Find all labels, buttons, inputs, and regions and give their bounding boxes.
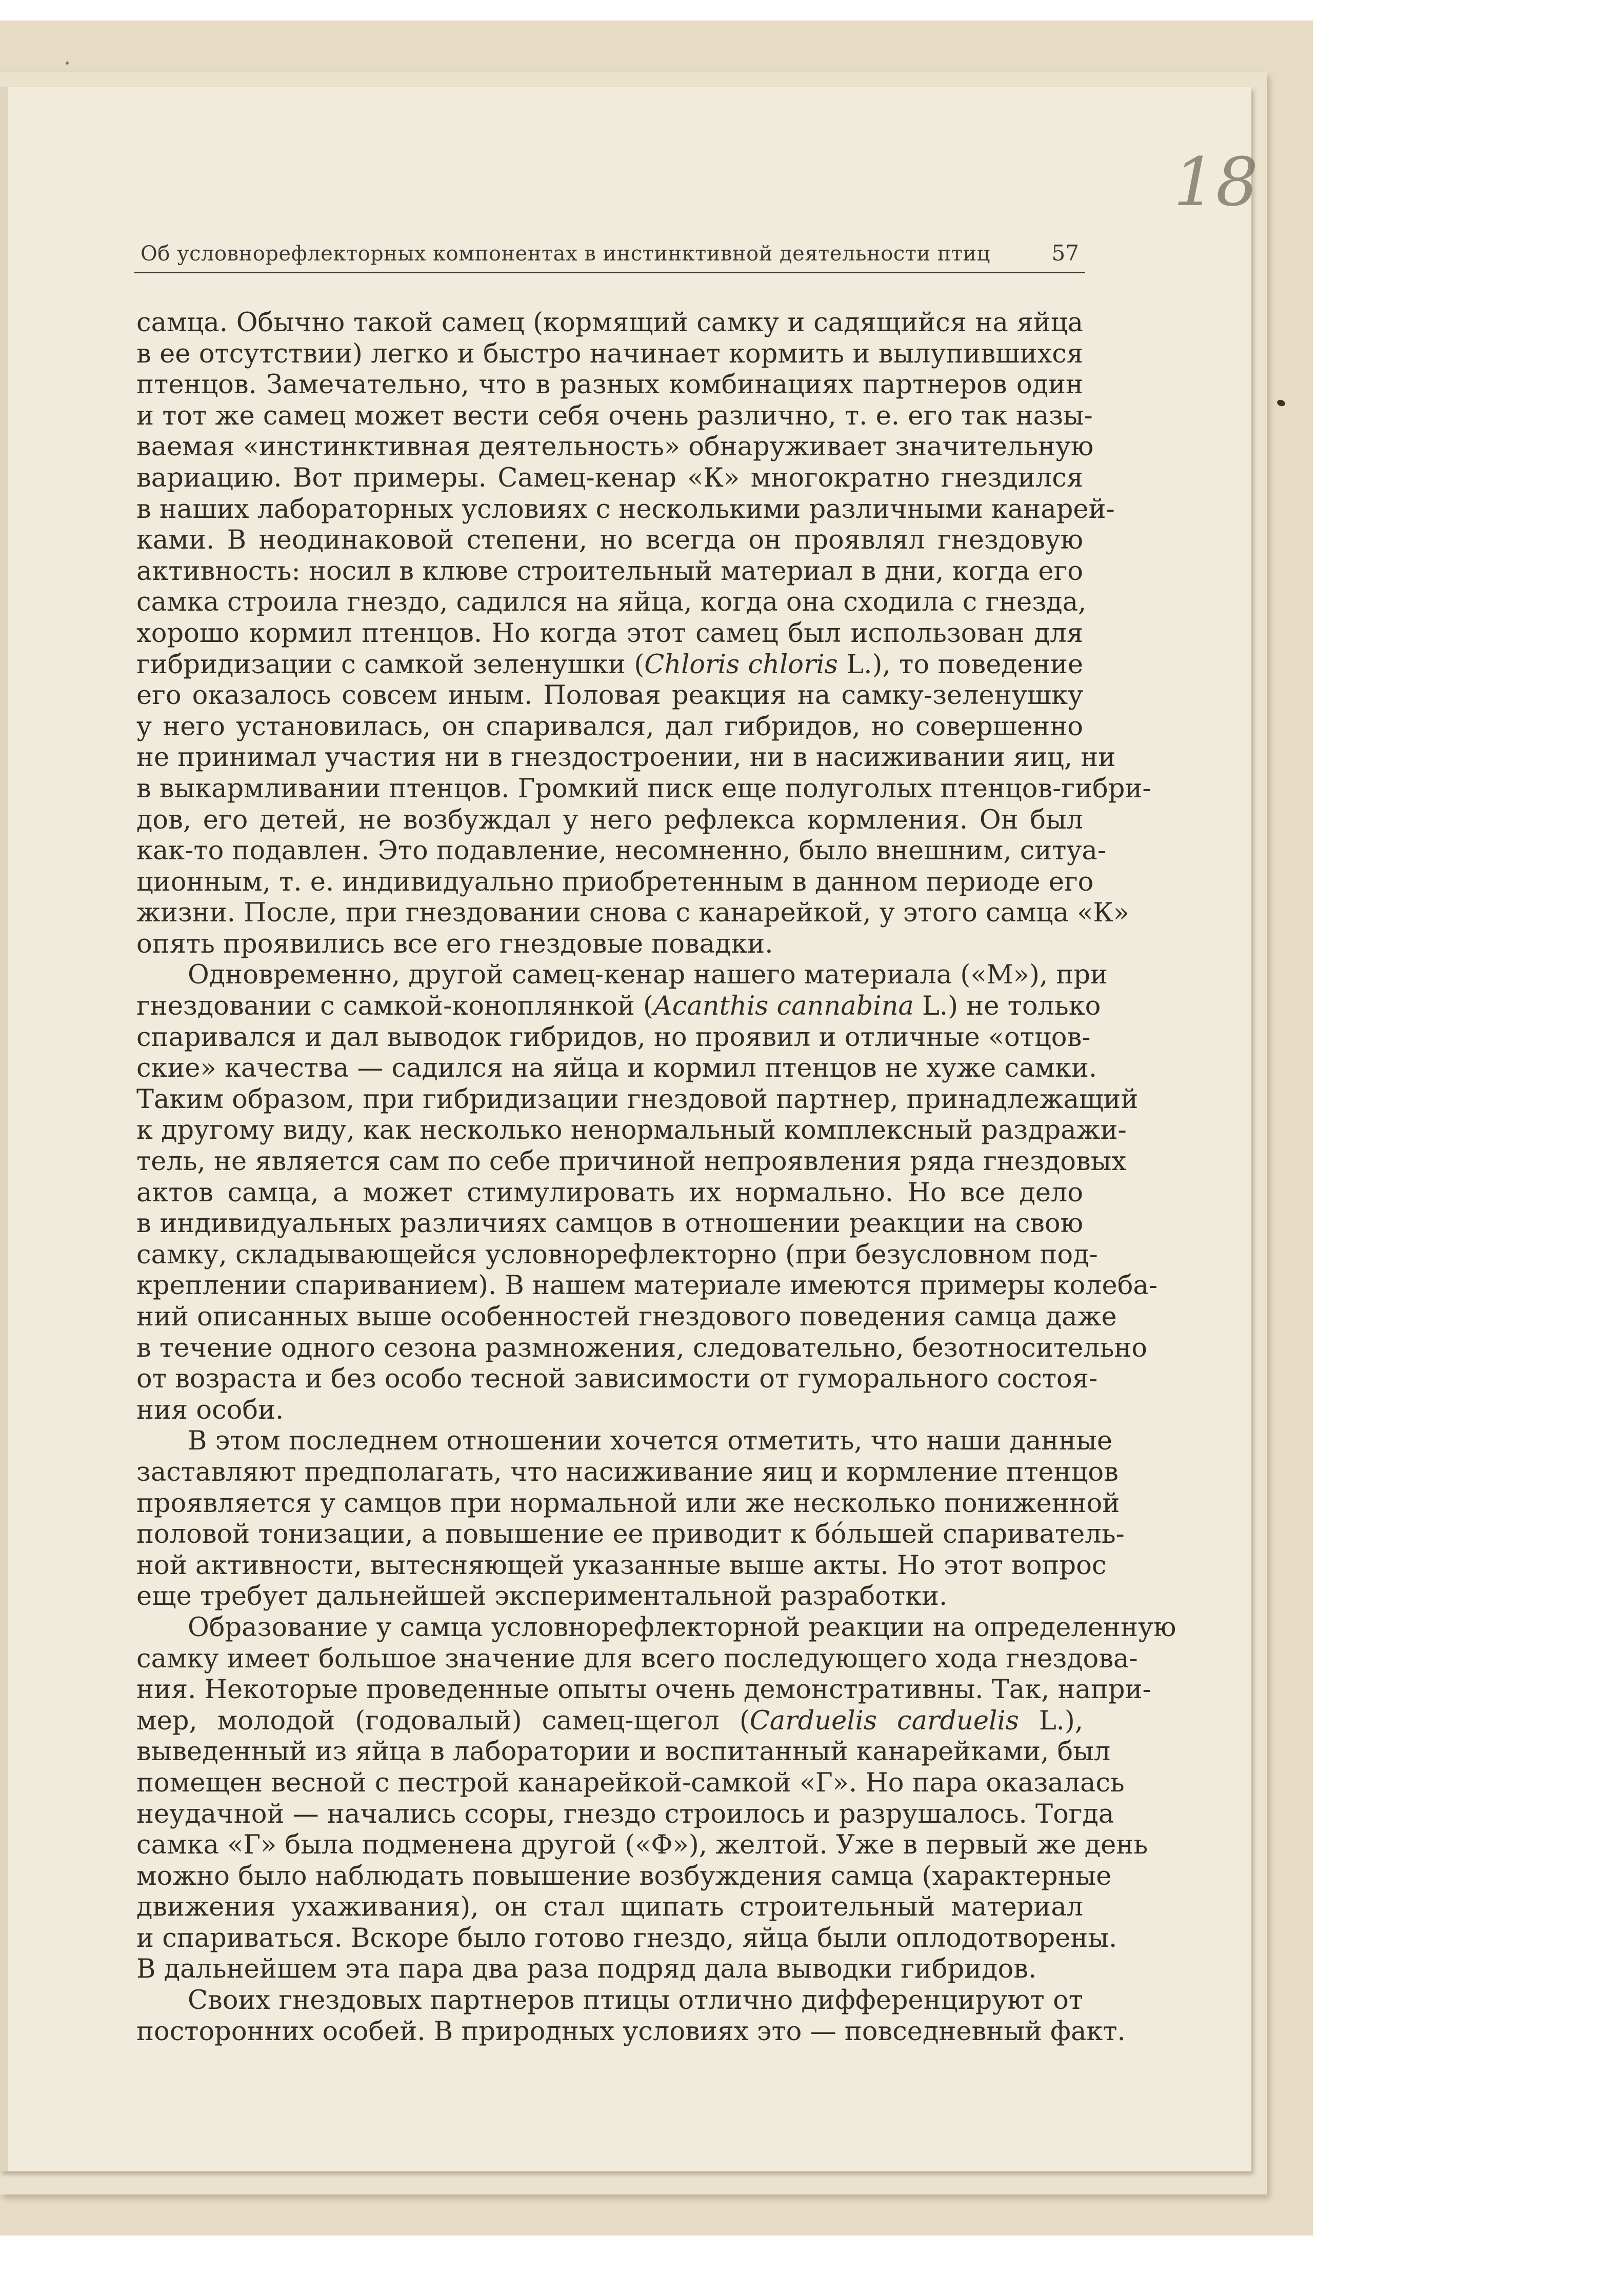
text-line: помещен весной с пестрой канарейкой-самкой «Г». Но пара оказалась [136,1767,1125,1798]
text-line: Одновременно, другой самец-кенар нашего материала («М»), при [188,960,1108,991]
text-line: не принимал участия ни в гнездостроении, ни в насиживании яиц, ни [136,742,1116,773]
text-line: ния особи. [136,1395,284,1425]
text-line: дов, его детей, не возбуждал у него рефлекса кормления. Он был [136,804,1083,835]
text-line: в наших лабораторных условиях с несколькими различными канарей- [136,494,1115,525]
text-line: вариацию. Вот примеры. Самец-кенар «К» многократно гнездился [136,462,1083,493]
text-line: посторонних особей. В природных условиях это — повседневный факт. [136,2016,1126,2047]
text-line: его оказалось совсем иным. Половая реакция на самку-зеленушку [136,680,1083,711]
text-line: В этом последнем отношении хочется отметить, что наши данные [188,1426,1113,1457]
text-line: ционным, т. е. индивидуально приобретенным в данном периоде его [136,867,1094,897]
text-line: самку, складывающейся условнорефлекторно (при безусловном под- [136,1239,1098,1270]
text-line: активность: носил в клюве строительный материал в дни, когда его [136,556,1083,587]
text-line: креплении спариванием). В нашем материале имеются примеры колеба- [136,1271,1158,1301]
text-line: в ее отсутствии) легко и быстро начинает кормить и вылупившихся [136,338,1083,369]
text-line: ной активности, вытесняющей указанные выше акты. Но этот вопрос [136,1550,1107,1581]
text-line: в течение одного сезона размножения, следовательно, безотносительно [136,1333,1147,1363]
speck-mark [66,62,69,65]
text-line: половой тонизации, а повышение ее приводит к бóльшей спариватель- [136,1519,1125,1550]
text-line: опять проявились все его гнездовые повадки. [136,929,773,959]
handwritten-page-number [1164,128,1259,231]
text-line: актов самца, а может стимулировать их нормально. Но все дело [136,1177,1083,1208]
text-line: гибридизации с самкой зеленушки (Chloris chloris L.), то поведение [136,649,1083,680]
text-line: заставляют предполагать, что насиживание яиц и кормление птенцов [136,1457,1119,1487]
text-line: птенцов. Замечательно, что в разных комбинациях партнеров один [136,370,1083,400]
text-line: в индивидуальных различиях самцов в отношении реакции на свою [136,1209,1083,1239]
text-line: неудачной — начались ссоры, гнездо строилось и разрушалось. Тогда [136,1799,1114,1829]
handwritten-number-text: 18 [1173,143,1259,221]
text-line: и тот же самец может вести себя очень различно, т. е. его так назы- [136,400,1093,431]
text-line: ний описанных выше особенностей гнездового поведения самца даже [136,1302,1117,1332]
text-line: Своих гнездовых партнеров птицы отлично дифференцируют от [188,1985,1083,2016]
page-edge [0,87,8,2171]
text-line: самка «Г» была подменена другой («Ф»), желтой. Уже в первый же день [136,1830,1148,1861]
text-line: самку имеет большое значение для всего последующего хода гнездова- [136,1643,1138,1674]
text-line: можно было наблюдать повышение возбуждения самца (характерные [136,1861,1112,1891]
text-line: хорошо кормил птенцов. Но когда этот самец был использован для [136,618,1083,649]
text-line: у него установилась, он спаривался, дал гибридов, но совершенно [136,711,1083,742]
text-line: гнездовании с самкой-коноплянкой (Acanthis cannabina L.) не только [136,991,1101,1022]
text-line: спаривался и дал выводок гибридов, но проявил и отличные «отцов- [136,1022,1091,1053]
header-page-number: 57 [1051,240,1079,266]
text-line: в выкармливании птенцов. Громкий писк еще полуголых птенцов-гибри- [136,773,1151,804]
text-line: самца. Обычно такой самец (кормящий самку и садящийся на яйца [136,308,1083,338]
text-line: самка строила гнездо, садился на яйца, когда она сходила с гнезда, [136,587,1087,618]
text-line: Таким образом, при гибридизации гнездовой партнер, принадлежащий [136,1084,1139,1115]
running-header [134,226,1085,273]
text-line: и спариваться. Вскоре было готово гнездо, яйца были оплодотворены. [136,1923,1118,1953]
text-line: мер, молодой (годовалый) самец-щегол (Carduelis carduelis L.), [136,1705,1084,1736]
text-line: ские» качества — садился на яйца и кормил птенцов не хуже самки. [136,1053,1098,1084]
text-line: ваемая «инстинктивная деятельность» обнаруживает значительную [136,432,1094,462]
text-line: выведенный из яйца в лаборатории и воспитанный канарейками, был [136,1737,1111,1767]
text-line: тель, не является сам по себе причиной непроявления ряда гнездовых [136,1146,1127,1177]
text-line: к другому виду, как несколько ненормальный комплексный раздражи- [136,1115,1127,1146]
text-line: ния. Некоторые проведенные опыты очень демонстративны. Так, напри- [136,1675,1151,1705]
text-line: от возраста и без особо тесной зависимости от гуморального состоя- [136,1364,1098,1395]
text-line: жизни. После, при гнездовании снова с канарейкой, у этого самца «К» [136,898,1129,929]
text-line: еще требует дальнейшей экспериментальной разработки. [136,1581,948,1612]
text-line: проявляется у самцов при нормальной или же несколько пониженной [136,1488,1120,1519]
article-body [136,308,1176,2047]
text-line: ками. В неодинаковой степени, но всегда он проявлял гнездовую [136,525,1083,556]
text-line: Образование у самца условнорефлекторной реакции на определенную [188,1612,1176,1643]
text-line: как-то подавлен. Это подавление, несомненно, было внешним, ситуа- [136,836,1107,867]
header-title: Об условнорефлекторных компонентах в инстинктивной деятельности птиц [141,242,990,266]
text-line: В дальнейшем эта пара два раза подряд дала выводки гибридов. [136,1954,1037,1985]
text-line: движения ухаживания), он стал щипать строительный материал [136,1892,1083,1923]
